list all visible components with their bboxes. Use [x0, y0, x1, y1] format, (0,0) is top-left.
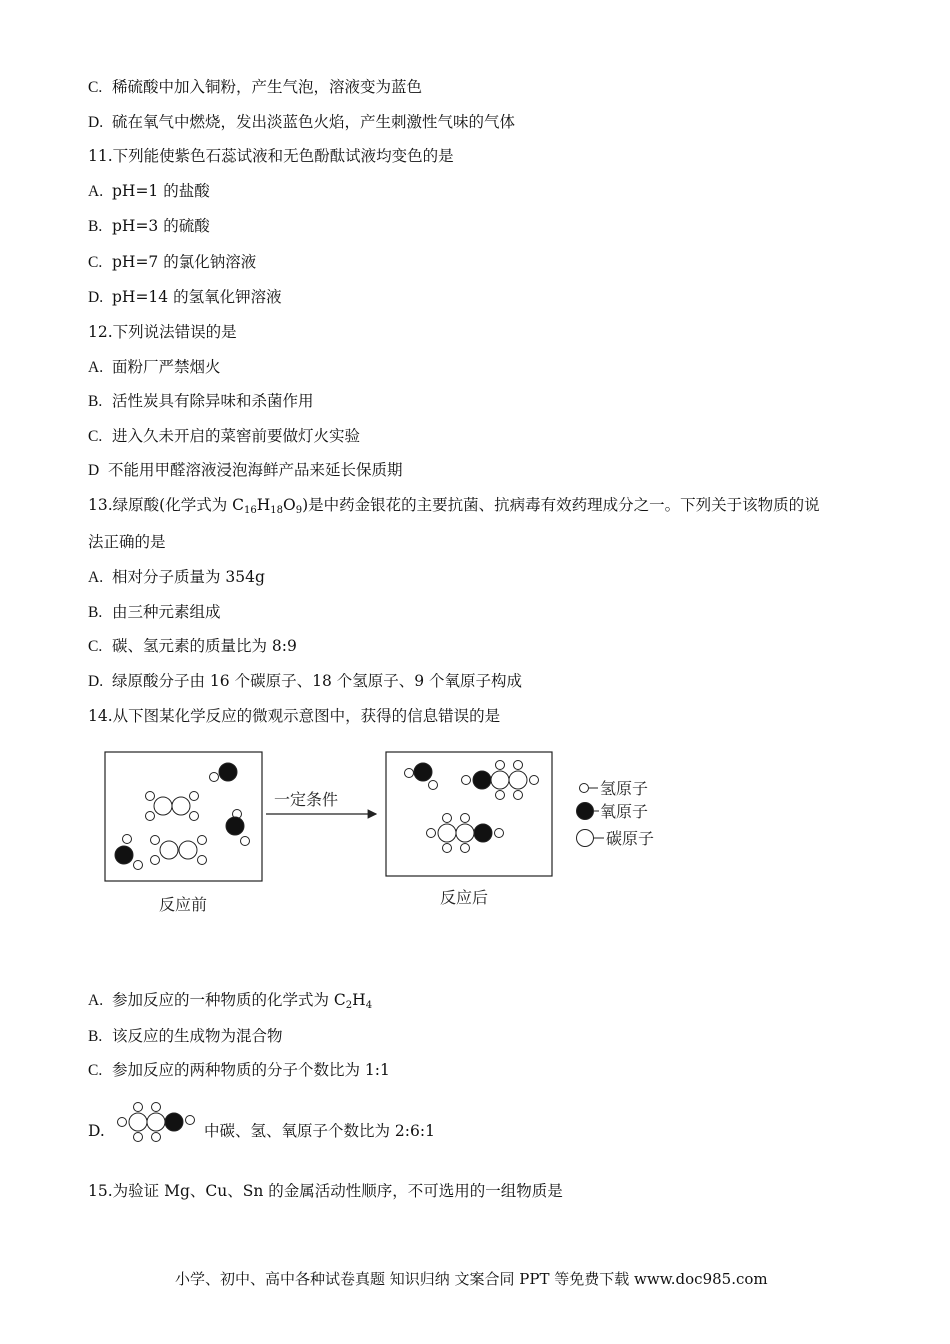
legend-hydrogen: 氢原子	[600, 779, 649, 798]
q10-option-d: D. 硫在氧气中燃烧，发出淡蓝色火焰，产生刺激性气味的气体	[88, 113, 516, 131]
q14-option-d-letter: D.	[88, 1122, 105, 1140]
before-molecules	[115, 763, 250, 870]
q13-stem: 13.绿原酸(化学式为 $C_{16}H_{18}O_9$)是中药金银花的主要抗菌、抗病毒有效药理成分之一。下列关于该物质的说	[88, 496, 820, 516]
ethanol-molecule-icon	[114, 1098, 200, 1144]
q12-option-a: A. 面粉厂严禁烟火	[88, 358, 221, 376]
q11-option-c: C. pH=7 的氯化钠溶液	[88, 253, 257, 271]
q12-option-c: C. 进入久未开启的菜窖前要做灯火实验	[88, 427, 361, 445]
q14-option-c: C. 参加反应的两种物质的分子个数比为 1:1	[88, 1061, 390, 1079]
q10-option-c: C. 稀硫酸中加入铜粉，产生气泡，溶液变为蓝色	[88, 78, 423, 96]
q14-option-d-text: 中碳、氢、氧原子个数比为 2:6:1	[204, 1122, 435, 1140]
q13-stem-continued: 法正确的是	[88, 533, 166, 551]
q12-stem: 12.下列说法错误的是	[88, 323, 237, 341]
legend-oxygen: 氧原子	[600, 802, 649, 821]
q14-option-a: A. 参加反应的一种物质的化学式为 $C_2H_4$	[88, 991, 373, 1011]
q11-option-a: A. pH=1 的盐酸	[88, 182, 210, 200]
q13-option-a: A. 相对分子质量为 354g	[88, 568, 265, 586]
q13-option-b: B. 由三种元素组成	[88, 603, 221, 621]
q11-option-d: D. pH=14 的氢氧化钾溶液	[88, 288, 282, 306]
legend-carbon: 碳原子	[606, 829, 655, 848]
q12-option-d: D 不能用甲醛溶液浸泡海鲜产品来延长保质期	[88, 461, 403, 479]
q14-option-b: B. 该反应的生成物为混合物	[88, 1027, 283, 1045]
after-molecules	[405, 761, 539, 853]
condition-label: 一定条件	[274, 790, 339, 809]
q13-option-c: C. 碳、氢元素的质量比为 8:9	[88, 637, 297, 655]
q15-stem: 15.为验证 Mg、Cu、Sn 的金属活动性顺序，不可选用的一组物质是	[88, 1182, 563, 1200]
after-label: 反应后	[440, 888, 489, 907]
q11-option-b: B. pH=3 的硫酸	[88, 217, 210, 235]
before-label: 反应前	[159, 895, 208, 914]
reaction-diagram	[100, 745, 700, 925]
q14-stem: 14.从下图某化学反应的微观示意图中，获得的信息错误的是	[88, 707, 501, 725]
q12-option-b: B. 活性炭具有除异味和杀菌作用	[88, 392, 314, 410]
q11-stem: 11.下列能使紫色石蕊试液和无色酚酞试液均变色的是	[88, 147, 454, 165]
page-footer: 小学、初中、高中各种试卷真题 知识归纳 文案合同 PPT 等免费下载 www.doc985.com	[175, 1270, 768, 1288]
q13-option-d: D. 绿原酸分子由 16 个碳原子、18 个氢原子、9 个氧原子构成	[88, 672, 523, 690]
